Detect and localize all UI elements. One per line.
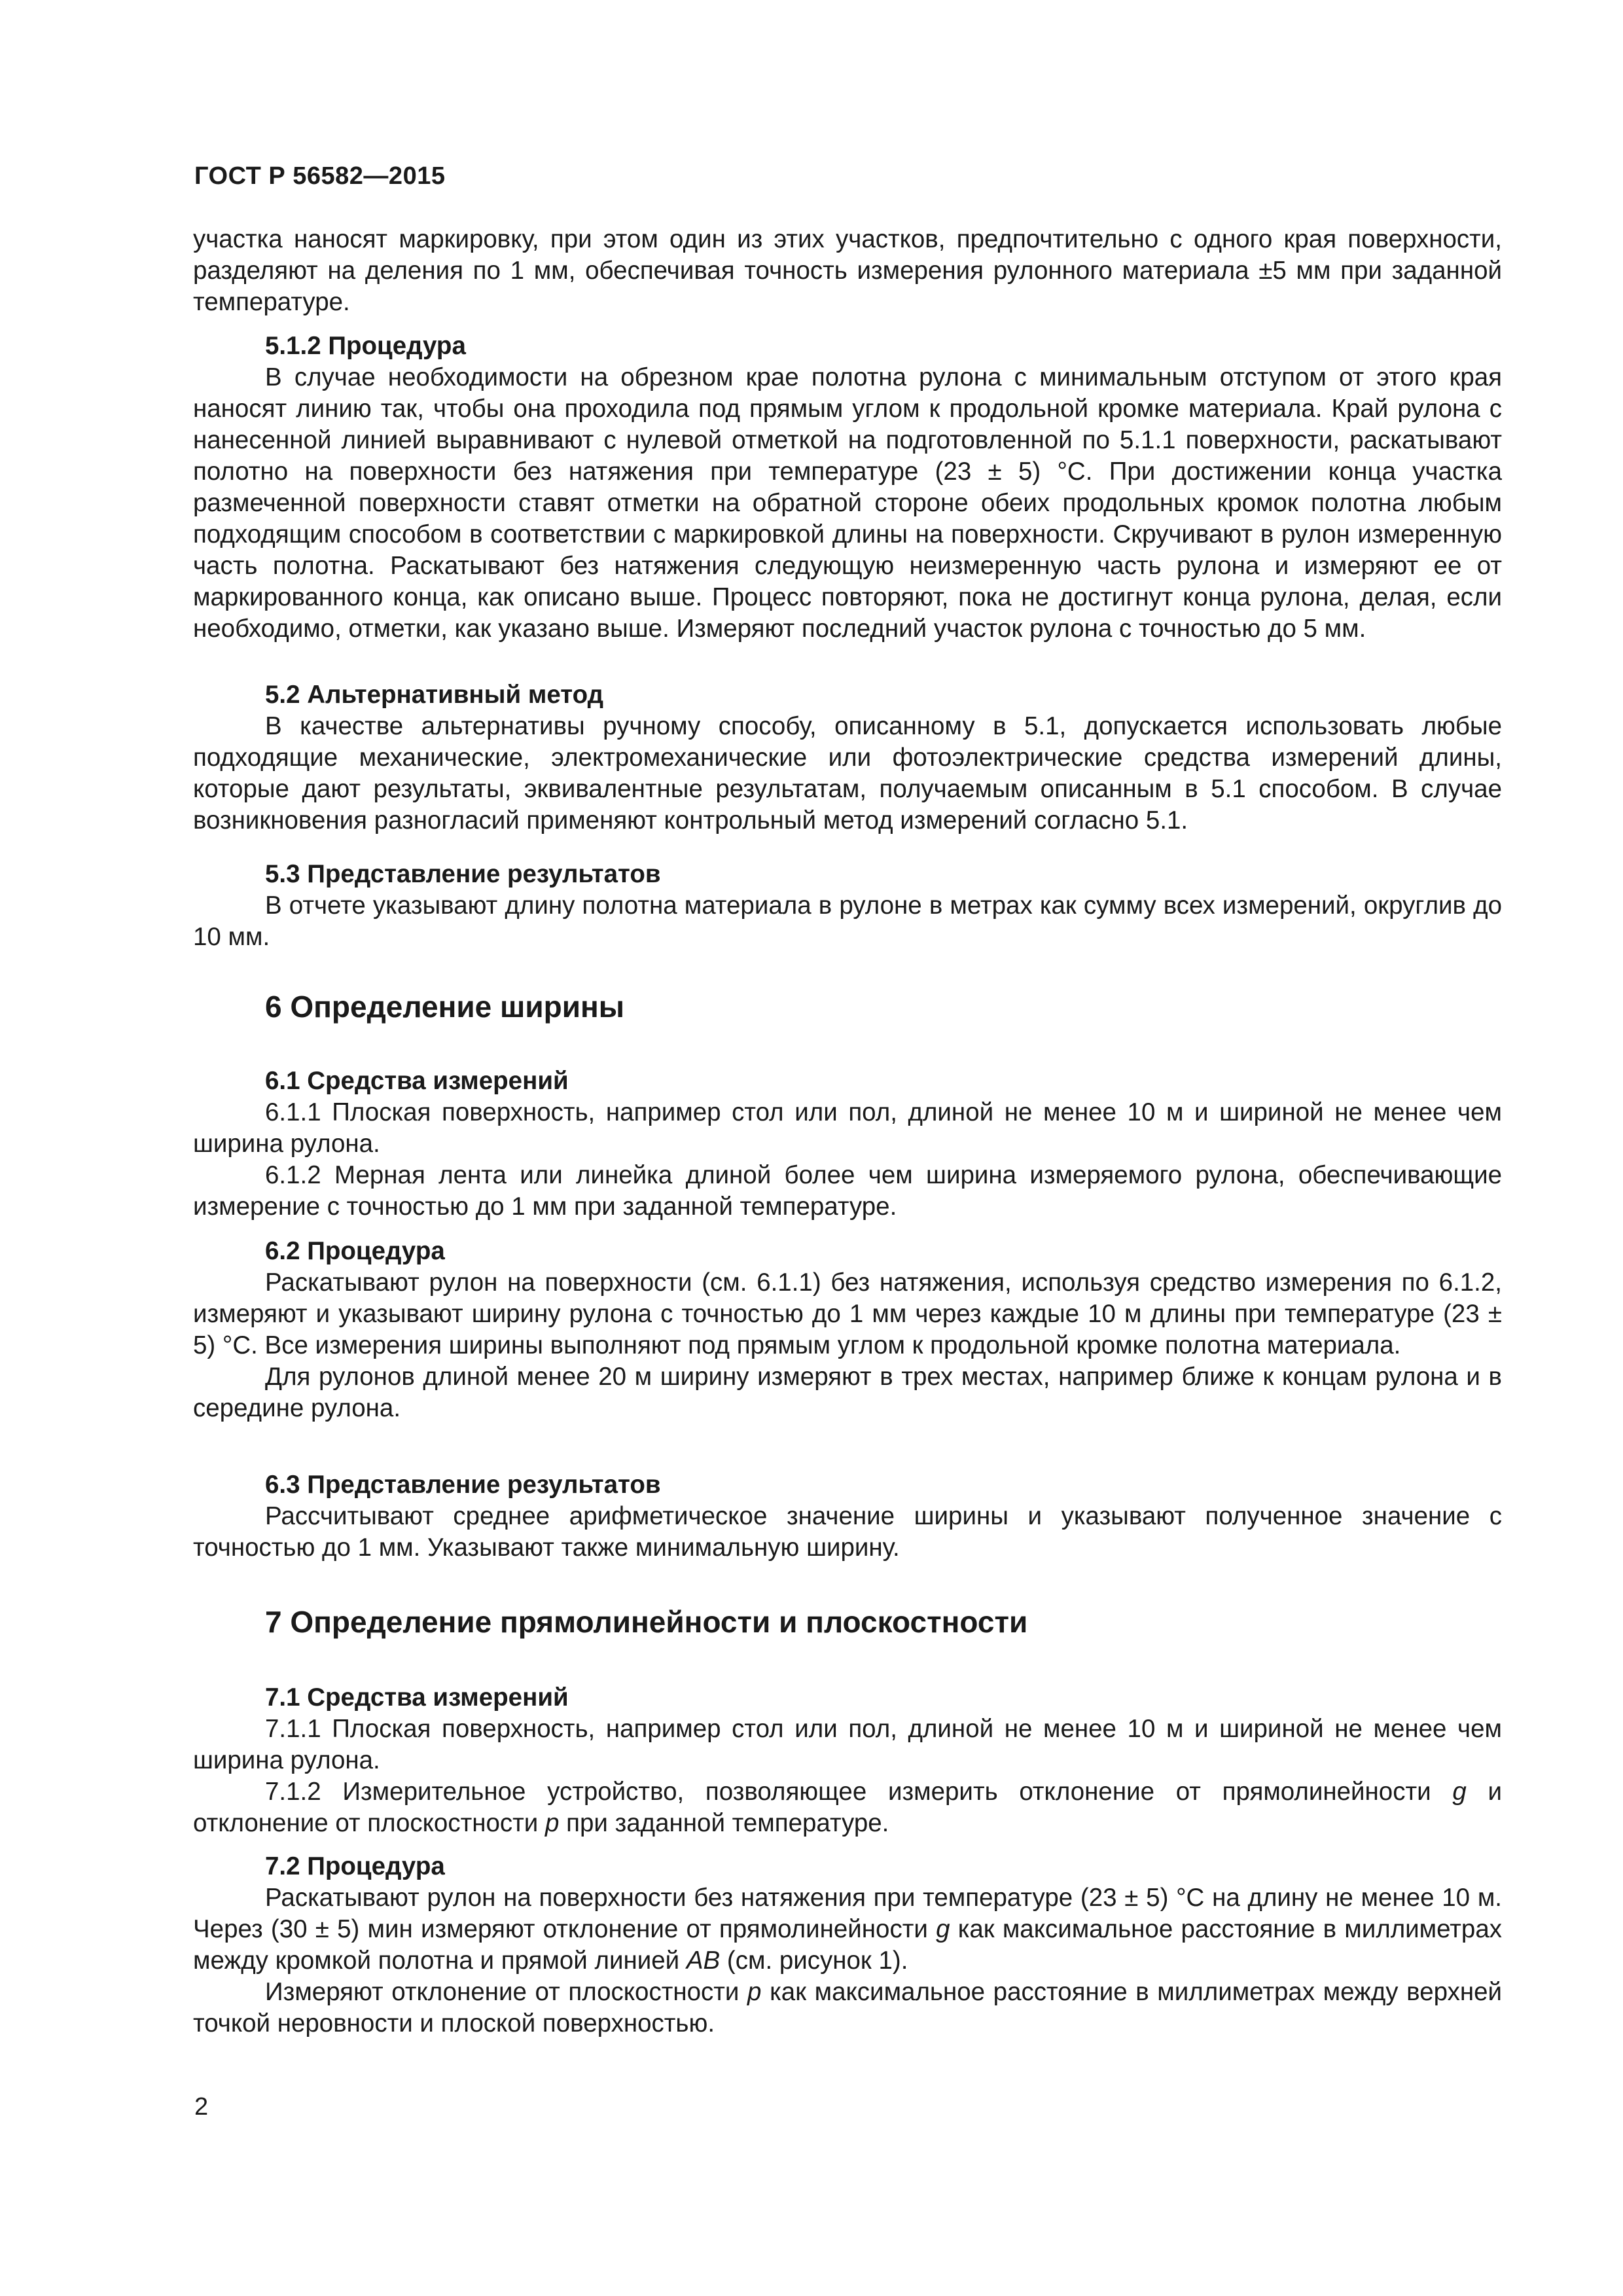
paragraph-6-1-1: 6.1.1 Плоская поверхность, например стол или пол, длиной не менее 10 м и шириной не менее чем ширина рулона. xyxy=(193,1098,1502,1158)
paragraph-5-1-2: В случае необходимости на обрезном крае полотна рулона с минимальным отступом от этого края наносят линию так, чтобы она проходила под прямым углом к продольной кромке материала. Край рулона с нанесенной линией выравнивают с нулевой отметкой на подготовленной по 5.1.1 поверхности, раскатывают полотно на поверхности без натяжения при температуре (23 ± 5) °С. При достижении конца участка размеченной поверхности ставят отметки на обратной стороне обеих продольных кромок полотна любым подходящим способом в соответствии с маркировкой длины на поверхности. Скручивают в рулон измеренную часть полотна. Раскатывают без натяжения следующую неизмеренную часть рулона и измеряют ее от маркированного конца, как описано выше. Процесс повторяют, пока не достигнут конца рулона, делая, если необходимо, отметки, как указано выше. Измеряют последний участок рулона с точностью до 5 мм. xyxy=(193,363,1502,643)
paragraph-7-1-2 xyxy=(193,1776,1502,1839)
text-run: как максимальное расстояние в миллиметрах между верхней точкой неровности и плоской поверхностью. xyxy=(193,1978,1503,2037)
document-code-header: ГОСТ Р 56582—2015 xyxy=(194,162,446,190)
section-6-1 xyxy=(193,1066,1502,1223)
section-6 xyxy=(193,988,1502,1025)
symbol-g: g xyxy=(1452,1778,1467,1806)
section-7-2 xyxy=(193,1851,1502,2039)
heading-6-2: 6.2 Процедура xyxy=(265,1237,445,1265)
heading-7: 7 Определение прямолинейности и плоскостности xyxy=(265,1605,1028,1639)
heading-7-2: 7.2 Процедура xyxy=(265,1852,445,1880)
text-run: и отклонение от плоскостности xyxy=(193,1778,1502,1837)
section-7 xyxy=(193,1604,1502,1640)
heading-5-2: 5.2 Альтернативный метод xyxy=(265,681,604,709)
heading-6-3: 6.3 Представление результатов xyxy=(265,1471,661,1499)
paragraph-6-3: Рассчитывают среднее арифметическое значение ширины и указывают полученное значение с точностью до 1 мм. Указывают также минимальную ширину. xyxy=(193,1502,1502,1562)
symbol-ab: AB xyxy=(686,1946,721,1975)
text-run: (см. рисунок 1). xyxy=(726,1946,908,1975)
section-7-1 xyxy=(193,1682,1502,1839)
paragraph-6-2-a: Раскатывают рулон на поверхности (см. 6.1.1) без натяжения, используя средство измерения по 6.1.2, измеряют и указывают ширину рулона с точностью до 1 мм через каждые 10 м длины при температуре (23 ± 5) °С. Все измерения ширины выполняют под прямым углом к продольной кромке полотна материала. xyxy=(193,1268,1502,1359)
paragraph-6-1-2: 6.1.2 Мерная лента или линейка длиной более чем ширина измеряемого рулона, обеспечивающие измерение с точностью до 1 мм при заданной температуре. xyxy=(193,1161,1502,1221)
heading-5-3: 5.3 Представление результатов xyxy=(265,860,661,888)
page-number: 2 xyxy=(194,2093,209,2121)
paragraph-7-2-a xyxy=(193,1882,1502,1977)
heading-6: 6 Определение ширины xyxy=(265,990,625,1024)
paragraph-5-3: В отчете указывают длину полотна материала в рулоне в метрах как сумму всех измерений, округлив до 10 мм. xyxy=(193,891,1502,951)
heading-7-1: 7.1 Средства измерений xyxy=(265,1683,569,1712)
symbol-p: p xyxy=(544,1809,560,1837)
text-run: при заданной температуре. xyxy=(566,1809,889,1837)
heading-6-1: 6.1 Средства измерений xyxy=(265,1067,569,1095)
heading-5-1-2: 5.1.2 Процедура xyxy=(265,332,466,360)
section-6-2 xyxy=(193,1236,1502,1424)
section-6-3 xyxy=(193,1469,1502,1564)
symbol-p: p xyxy=(747,1978,762,2006)
text-run: Измеряют отклонение от плоскостности xyxy=(265,1978,740,2006)
symbol-g: g xyxy=(936,1915,950,1943)
paragraph-6-2-b: Для рулонов длиной менее 20 м ширину измеряют в трех местах, например ближе к концам рулона и в середине рулона. xyxy=(193,1363,1502,1422)
paragraph-continuation: участка наносят маркировку, при этом один из этих участков, предпочтительно с одного края поверхности, разделяют на деления по 1 мм, обеспечивая точность измерения рулонного материала ±5 мм при заданной температуре. xyxy=(193,225,1502,316)
section-5-3 xyxy=(193,859,1502,953)
text-run: 7.1.2 Измерительное устройство, позволяющее измерить отклонение от прямолинейности xyxy=(265,1778,1431,1806)
paragraph-7-1-1: 7.1.1 Плоская поверхность, например стол или пол, длиной не менее 10 м и шириной не менее чем ширина рулона. xyxy=(193,1715,1502,1774)
section-5-2 xyxy=(193,679,1502,836)
section-5-1-2 xyxy=(193,331,1502,645)
paragraph-7-2-b xyxy=(193,1977,1502,2039)
text-run: Раскатывают рулон на поверхности без натяжения при температуре (23 ± 5) °С на длину не менее 10 м. Через (30 ± 5) мин измеряют отклонение от прямолинейности xyxy=(193,1884,1502,1943)
section-5-1-continuation xyxy=(193,224,1502,318)
paragraph-5-2: В качестве альтернативы ручному способу, описанному в 5.1, допускается использовать любые подходящие механические, электромеханические или фотоэлектрические средства измерений длины, которые дают результаты, эквивалентные результатам, получаемым описанным в 5.1 способом. В случае возникновения разногласий применяют контрольный метод измерений согласно 5.1. xyxy=(193,712,1502,834)
text-run: как максимальное расстояние в миллиметрах между кромкой полотна и прямой линией xyxy=(193,1915,1502,1975)
